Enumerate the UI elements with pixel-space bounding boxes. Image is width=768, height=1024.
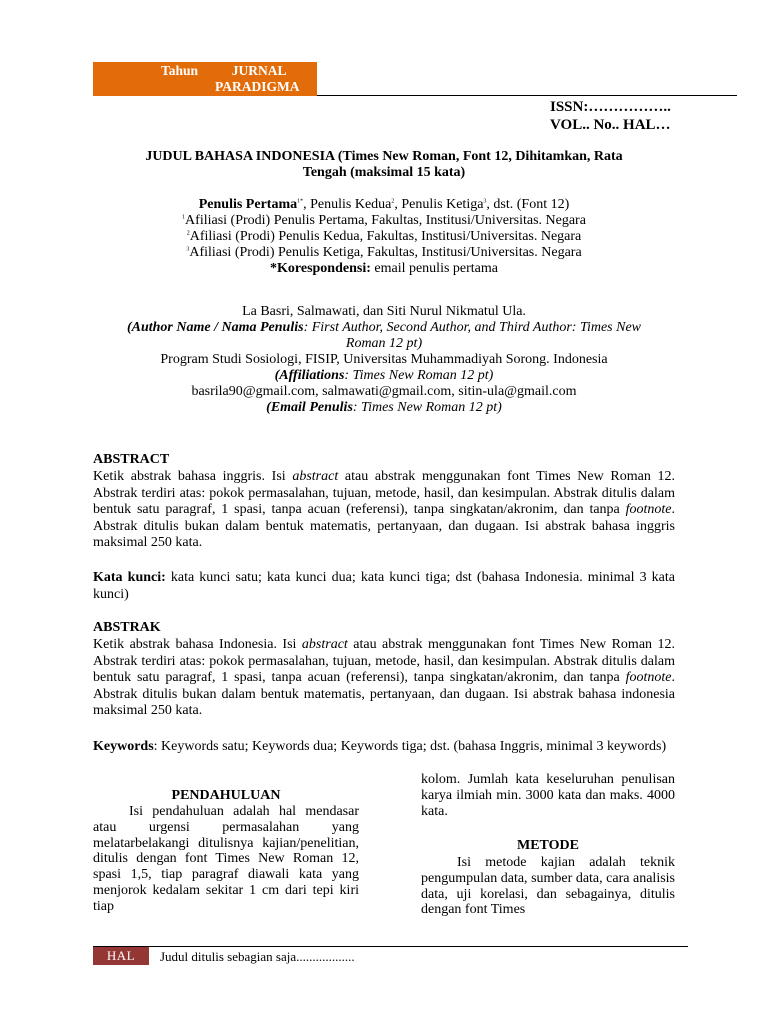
issn-block (550, 98, 671, 134)
kata-kunci-value: kata kunci satu; kata kunci dua; kata kunci tiga; dst (bahasa Indonesia. minimal 3 kata kunci) (93, 570, 675, 602)
kata-kunci-label: Kata kunci: (93, 570, 166, 585)
title-line-1: JUDUL BAHASA INDONESIA (Times New Roman, Font 12, Dihitamkan, Rata (145, 149, 623, 164)
example-affiliation: Program Studi Sosiologi, FISIP, Universitas Muhammadiyah Sorong. Indonesia (160, 352, 608, 367)
second-author: , Penulis Kedua (303, 197, 392, 212)
author-name-note-cont: Roman 12 pt) (345, 336, 423, 351)
keywords-value: : Keywords satu; Keywords dua; Keywords tiga; dst. (bahasa Inggris, minimal 3 keywords) (153, 739, 667, 754)
abstrak-italic-1: abstract (301, 637, 348, 652)
abstrak-text-1: Ketik abstrak bahasa Indonesia. Isi (93, 637, 302, 652)
affiliation-1 (93, 213, 675, 229)
affiliation-1-text: Afiliasi (Prodi) Penulis Pertama, Fakultas, Institusi/Universitas. Negara (185, 213, 586, 228)
abstrak-text-3: . Abstrak ditulis bukan dalam bentuk matematis, pertanyaan, dan dugaan. Isi abstrak bahasa indonesia maksimal 250 kata. (93, 670, 675, 719)
correspondence-line (93, 261, 675, 277)
header-tahun: Tahun (161, 63, 199, 78)
kata-kunci (93, 570, 675, 603)
header-paradigma: PARADIGMA (215, 79, 300, 94)
first-author-sup: 1* (297, 198, 304, 205)
pendahuluan-heading: PENDAHULUAN (171, 788, 281, 803)
author-name-note (93, 320, 675, 336)
abstrak-heading: ABSTRAK (93, 620, 161, 635)
affiliation-note-text: : Times New Roman 12 pt) (344, 368, 494, 383)
example-emails: basrila90@gmail.com, salmawati@gmail.com, sitin-ula@gmail.com (191, 384, 577, 399)
author-name-note-text: : First Author, Second Author, and Third Author: Times New (303, 320, 642, 335)
example-author-names: La Basri, Salmawati, dan Siti Nurul Nikmatul Ula. (242, 304, 526, 319)
first-author: Penulis Pertama (198, 197, 298, 212)
title-line-2: Tengah (maksimal 15 kata) (302, 165, 466, 180)
author-rest: , dst. (Font 12) (486, 197, 570, 212)
abstract-text-3: . Abstrak ditulis bukan dalam bentuk matematis, pertanyaan, dan dugaan. Isi abstrak bahasa inggris maksimal 250 kata. (93, 502, 675, 551)
author-list-line (93, 197, 675, 213)
abstrak-text-2: atau abstrak menggunakan font Times New Roman 12. Abstrak terdiri atas: pokok permasalahan, tujuan, metode, hasil, dan kesimpulan. Abstrak ditulis dalam bentuk satu paragraf, 1 spasi, tanpa acuan (referensi), tanpa singkatan/akronim, dan tanpa (93, 637, 675, 686)
keywords-label: Keywords (93, 739, 154, 754)
author-name-note-bold: (Author Name / Nama Penulis (126, 320, 304, 335)
affiliation-2-text: Afiliasi (Prodi) Penulis Kedua, Fakultas, Institusi/Universitas. Negara (189, 229, 582, 244)
metode-heading: METODE (517, 838, 579, 853)
abstrak-italic-2: footnote (625, 670, 672, 686)
abstract-italic-2: footnote (625, 502, 672, 518)
header-rule (317, 95, 737, 96)
abstract-italic-1: abstract (292, 469, 339, 484)
header-jurnal: JURNAL (231, 63, 287, 78)
affiliation-3-sup: 3 (186, 246, 190, 253)
footer-rule (93, 946, 688, 947)
issn-text: ISSN:…………….. (550, 99, 671, 115)
second-author-sup: 2 (391, 198, 395, 205)
abstrak-body (93, 637, 675, 720)
affiliation-2-sup: 2 (186, 230, 190, 237)
header-line-1 (161, 63, 287, 78)
footer-hal-box: HAL (93, 947, 149, 965)
volume-text: VOL.. No.. HAL… (550, 117, 671, 133)
affiliation-note-bold: (Affiliations (274, 368, 345, 383)
author-example (93, 304, 675, 416)
third-author-sup: 3 (483, 198, 487, 205)
email-note (93, 400, 675, 416)
abstract-heading: ABSTRACT (93, 452, 170, 467)
email-note-text: : Times New Roman 12 pt) (352, 400, 502, 415)
right-column-continuation: kolom. Jumlah kata keseluruhan penulisan karya ilmiah min. 3000 kata dan maks. 4000 kata. (421, 772, 675, 819)
journal-header-box (93, 62, 317, 96)
affiliation-note (93, 368, 675, 384)
affiliation-3-text: Afiliasi (Prodi) Penulis Ketiga, Fakultas, Institusi/Universitas. Negara (189, 245, 582, 260)
affiliation-1-sup: 1 (182, 214, 186, 221)
abstract-text-2: atau abstrak menggunakan font Times New Roman 12. Abstrak terdiri atas: pokok permasalahan, tujuan, metode, hasil, dan kesimpulan. Abstrak ditulis dalam bentuk satu paragraf, 1 spasi, tanpa acuan (referensi), tanpa singkatan/akronim, dan tanpa (93, 469, 676, 518)
correspondence-value: email penulis pertama (370, 261, 498, 276)
pendahuluan-body: Isi pendahuluan adalah hal mendasar atau urgensi permasalahan yang melatarbelakangi ditulisnya kajian/penelitian, ditulis dengan font Times New Roman 12, spasi 1,5, tiap paragraf diawali kata yang menjorok kedalam sekitar 1 cm dari tepi kiri tiap (93, 804, 359, 914)
third-author: , Penulis Ketiga (394, 197, 484, 212)
footer-running-title: Judul ditulis sebagian saja.................. (160, 949, 355, 964)
author-template (93, 197, 675, 277)
abstract-text-1: Ketik abstrak bahasa inggris. Isi (93, 469, 293, 484)
affiliation-3 (93, 245, 675, 261)
affiliation-2 (93, 229, 675, 245)
email-note-bold: (Email Penulis (266, 400, 353, 415)
abstract-body (93, 469, 675, 552)
correspondence-label: *Korespondensi: (270, 261, 371, 276)
keywords (93, 739, 675, 756)
paper-title (93, 149, 675, 181)
metode-body: Isi metode kajian adalah teknik pengumpulan data, sumber data, cara analisis data, uji korelasi, dan sebagainya, ditulis dengan font Times (421, 855, 675, 918)
